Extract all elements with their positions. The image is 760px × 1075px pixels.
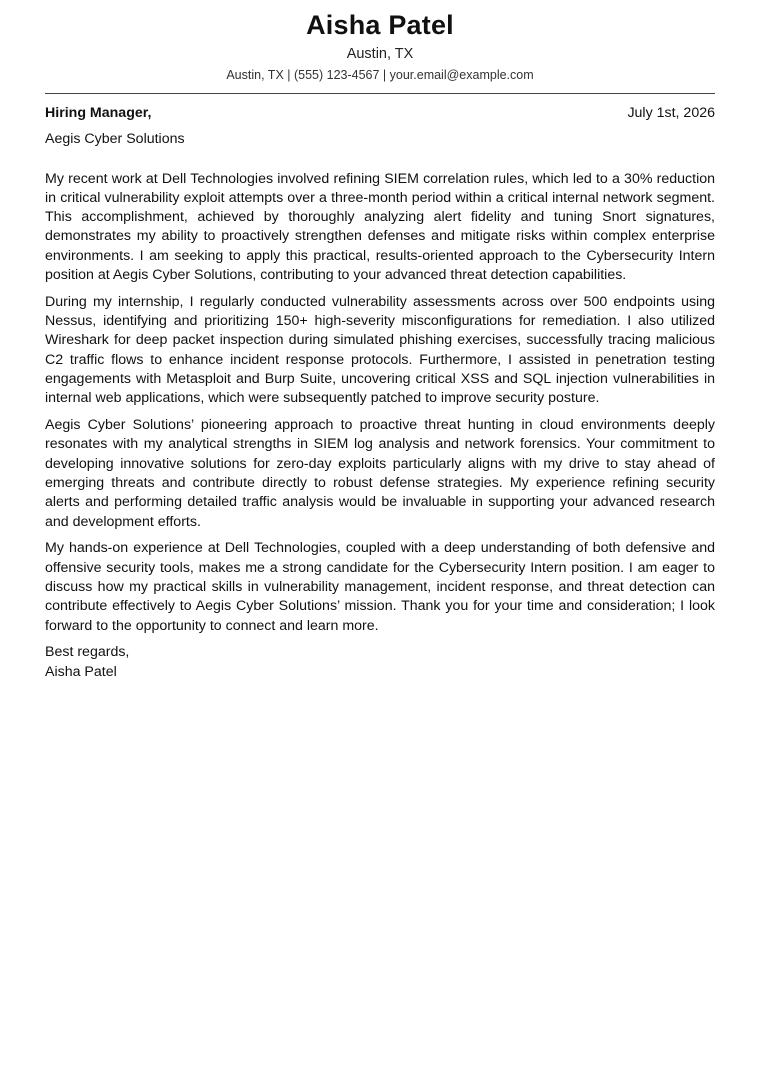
paragraph-1: My recent work at Dell Technologies involved refining SIEM correlation rules, which led to a 30% reduction in critical vulnerability exploit attempts over a three-month period within a critical internal network segment. This accomplishment, achieved by thoroughly analyzing alert fidelity and tuning Snort signatures, demonstrates my ability to proactively strengthen defenses and mitigate risks within complex enterprise environments. I am seeking to apply this practical, results-oriented approach to the Cybersecurity Intern position at Aegis Cyber Solutions, contributing to your advanced threat detection capabilities. (45, 170, 715, 284)
letter-paragraphs (45, 170, 715, 636)
paragraph-3: Aegis Cyber Solutions’ pioneering approach to proactive threat hunting in cloud environments deeply resonates with my analytical strengths in SIEM log analysis and network forensics. Your commitment to developing innovative solutions for zero-day exploits particularly aligns with my drive to stay ahead of emerging threats and contribute directly to robust defense strategies. My experience refining security alerts and performing detailed traffic analysis would be invaluable in supporting your advanced research and development efforts. (45, 417, 715, 530)
applicant-name: Aisha Patel (306, 10, 454, 40)
letter-body (45, 104, 715, 682)
header-divider (45, 93, 715, 94)
applicant-location: Austin, TX (346, 46, 414, 62)
letter-date: July 1st, 2026 (627, 105, 715, 121)
salutation-row (45, 104, 715, 123)
closing-block (45, 643, 715, 682)
signature-name: Aisha Patel (45, 663, 117, 680)
paragraph-4: My hands-on experience at Dell Technologies, coupled with a deep understanding of both defensive and offensive security tools, makes me a strong candidate for the Cybersecurity Intern position. I am eager to discuss how my practical skills in vulnerability management, incident response, and threat detection can contribute effectively to Aegis Cyber Solutions’ mission. Thank you for your time and consideration; I look forward to the opportunity to connect and learn more. (45, 540, 715, 634)
paragraph-2: During my internship, I regularly conducted vulnerability assessments across over 500 endpoints using Nessus, identifying and prioritizing 150+ high-severity misconfigurations for remediation. I also utilized Wireshark for deep packet inspection during simulated phishing exercises, successfully tracing malicious C2 traffic flows to enhance incident response protocols. Furthermore, I assisted in penetration testing engagements with Metasploit and Burp Suite, uncovering critical XSS and SQL injection vulnerabilities in internal web applications, which were subsequently patched to improve security posture. (45, 293, 715, 407)
company-name: Aegis Cyber Solutions (45, 131, 185, 148)
letter-header (0, 0, 760, 83)
recipient-line: Hiring Manager, (45, 105, 152, 121)
applicant-contact-line: Austin, TX | (555) 123-4567 | your.email@example.com (226, 68, 534, 82)
closing-phrase: Best regards, (45, 644, 130, 661)
